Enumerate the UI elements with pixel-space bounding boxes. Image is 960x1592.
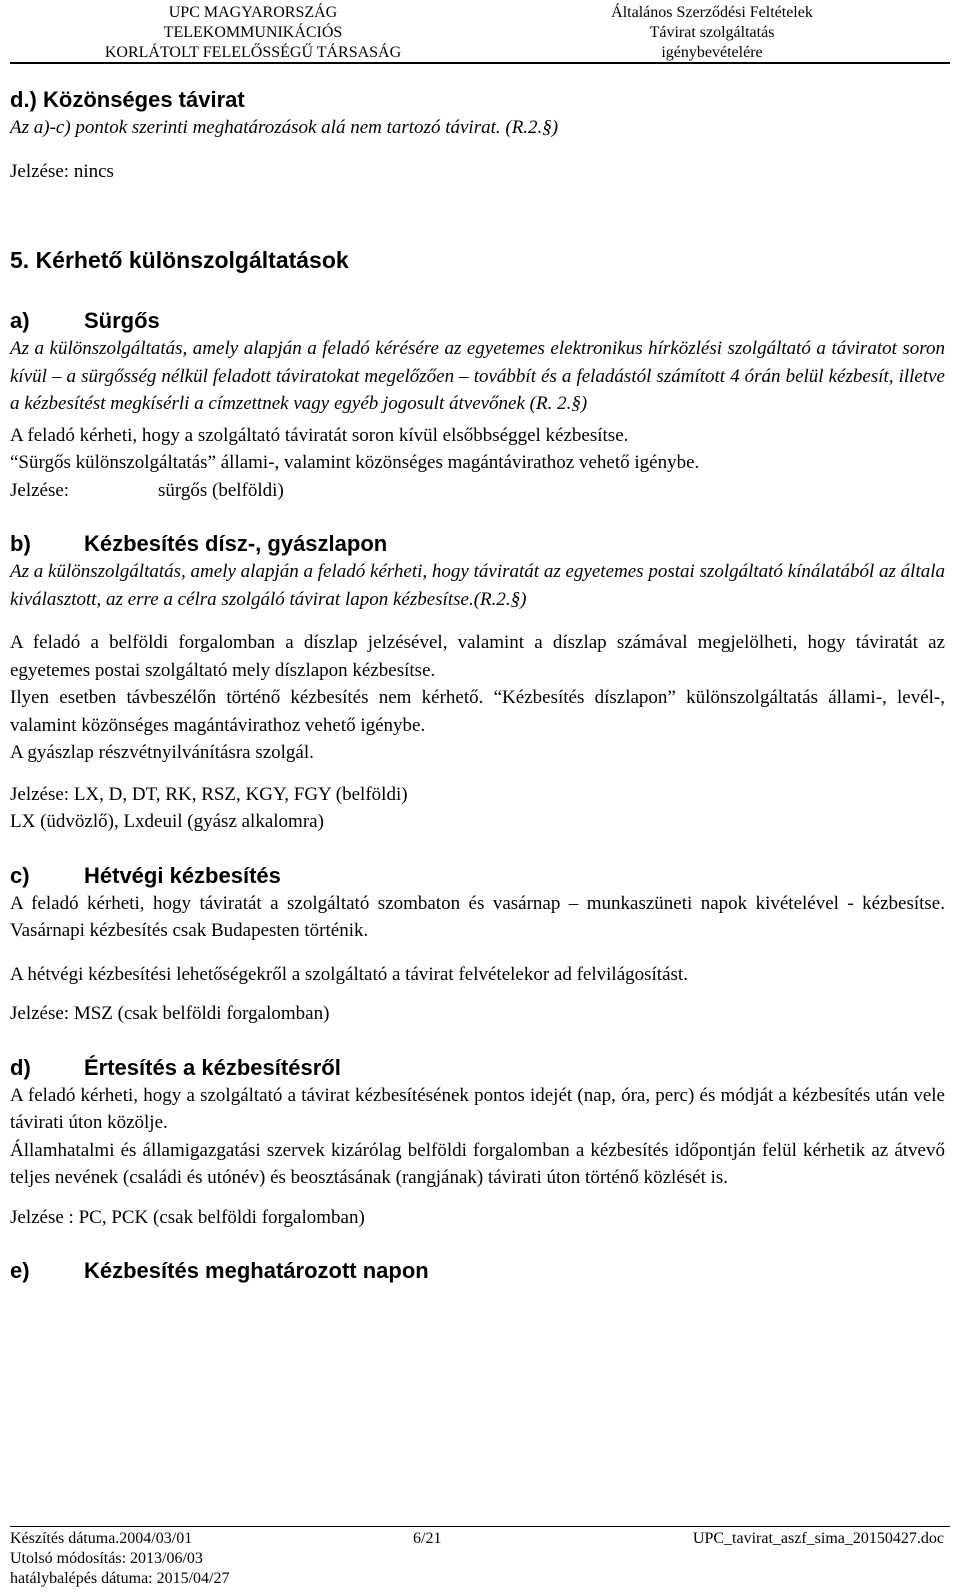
subsection-b-title: Kézbesítés dísz-, gyászlapon — [84, 531, 388, 556]
subsection-b-paragraph-1: A feladó a belföldi forgalomban a díszlap jelzésével, valamint a díszlap számával megjelölheti, hogy táviratát az egyetemes postai szolgáltató mely díszlapon kézbesítse. — [10, 632, 945, 681]
subsection-d-paragraph-2: Államhatalmi és államigazgatási szervek kizárólag belföldi forgalomban a kézbesítés időpontján felül kérhetik az átvevő teljes nevének (családi és utónév) és beosztásának (rangjának) távirati úton történő közlését is. — [10, 1139, 945, 1188]
footer-dates — [10, 1529, 230, 1589]
document-title-block — [606, 3, 818, 63]
subsection-d-letter: d) — [10, 1054, 31, 1080]
section-d-mark: Jelzése: nincs — [10, 160, 114, 182]
subsection-b-mark-2: LX (üdvözlő), Lxdeuil (gyász alkalomra) — [10, 811, 324, 832]
subsection-c-title: Hétvégi kézbesítés — [84, 862, 281, 888]
page-footer — [0, 1526, 960, 1592]
section-d-title: d.) Közönséges távirat — [10, 87, 245, 112]
subsection-d-paragraph-1: A feladó kérheti, hogy a szolgáltató a távirat kézbesítésének pontos idejét (nap, óra, perc) és módját a kézbesítés után vele távirati úton közölje. — [10, 1084, 945, 1133]
page-header — [0, 0, 960, 66]
doc-title-line-1: Általános Szerződési Feltételek — [611, 4, 813, 21]
footer-created-date: Készítés dátuma.2004/03/01 — [10, 1530, 193, 1547]
footer-modified-date: Utolsó módosítás: 2013/06/03 — [10, 1550, 203, 1567]
subsection-a-heading — [10, 307, 945, 335]
subsection-d-heading — [10, 1054, 945, 1082]
subsection-b-paragraph-2: Ilyen esetben távbeszélőn történő kézbesítés nem kérhető. “Kézbesítés díszlapon” különszolgáltatás állami-, levél-, valamint közönséges magántávirathoz vehető igénybe. — [10, 687, 945, 736]
subsection-b-mark-1: Jelzése: LX, D, DT, RK, RSZ, KGY, FGY (belföldi) — [10, 783, 408, 805]
subsection-a-mark-label: Jelzése: — [10, 479, 70, 501]
doc-title-line-3: igénybevételére — [661, 44, 763, 61]
subsection-c-paragraph-1: A feladó kérheti, hogy táviratát a szolgáltató szombaton és vasárnap – munkaszüneti napok kivételével - kézbesítse. Vasárnapi kézbesítés csak Budapesten történik. — [10, 892, 945, 941]
subsection-e-letter: e) — [10, 1258, 30, 1283]
subsection-b-heading — [10, 530, 945, 558]
company-line-2: TELEKOMMUNIKÁCIÓS — [163, 24, 343, 41]
company-name-block — [88, 3, 418, 63]
footer-filename: UPC_tavirat_aszf_sima_20150427.doc — [692, 1530, 944, 1547]
subsection-d-mark: Jelzése : PC, PCK (csak belföldi forgalomban) — [10, 1206, 365, 1228]
subsection-c-paragraph-2: A hétvégi kézbesítési lehetőségekről a szolgáltató a távirat felvételekor ad felvilágosítást. — [10, 963, 688, 985]
subsection-b-paragraph-3: A gyászlap részvétnyilvánításra szolgál. — [10, 742, 314, 763]
company-line-3: KORLÁTOLT FELELŐSSÉGŰ TÁRSASÁG — [104, 44, 402, 61]
subsection-e-heading — [10, 1257, 945, 1285]
subsection-a-paragraph-1: A feladó kérheti, hogy a szolgáltató táviratát soron kívül elsőbbséggel kézbesítse. — [10, 424, 629, 446]
subsection-a-mark-value: sürgős (belföldi) — [158, 479, 284, 501]
subsection-c-mark: Jelzése: MSZ (csak belföldi forgalomban) — [10, 1003, 330, 1024]
doc-title-line-2: Távirat szolgáltatás — [649, 24, 775, 41]
section-d-definition: Az a)-c) pontok szerinti meghatározások alá nem tartozó távirat. (R.2.§) — [10, 117, 559, 138]
subsection-b-letter: b) — [10, 531, 31, 556]
section-5-title: 5. Kérhető különszolgáltatások — [10, 247, 349, 273]
subsection-d-title: Értesítés a kézbesítésről — [84, 1054, 341, 1080]
subsection-a-paragraph-2: “Sürgős különszolgáltatás” állami-, valamint közönséges magántávirathoz vehető igénybe. — [10, 452, 700, 473]
header-divider — [10, 62, 950, 64]
subsection-a-definition: Az a különszolgáltatás, amely alapján a feladó kérésére az egyetemes elektronikus hírközlési szolgáltató a táviratot soron kívül – a sürgősség nélkül feladott táviratokat megelőzően – továbbít és a feladástól számított 4 órán belül kézbesít, illetve a kézbesítést megkísérli a címzettnek vagy egyéb jogosult átvevőnek (R. 2.§) — [10, 338, 945, 414]
page-number: 6/21 — [413, 1530, 442, 1547]
footer-effective-date: hatálybalépés dátuma: 2015/04/27 — [10, 1570, 230, 1587]
subsection-e-title: Kézbesítés meghatározott napon — [84, 1258, 429, 1283]
subsection-c-letter: c) — [10, 862, 30, 888]
subsection-b-definition: Az a különszolgáltatás, amely alapján a feladó kérheti, hogy táviratát az egyetemes postai szolgáltató kínálatából az általa kiválasztott, az erre a célra szolgáló távirat lapon kézbesítse.(R.2.§) — [10, 561, 945, 610]
company-line-1: UPC MAGYARORSZÁG — [168, 4, 338, 21]
page-content — [10, 86, 945, 1285]
subsection-a-letter: a) — [10, 308, 30, 333]
subsection-a-title: Sürgős — [84, 308, 160, 333]
subsection-a-mark — [10, 477, 945, 505]
footer-divider — [10, 1526, 950, 1527]
subsection-c-heading — [10, 862, 945, 890]
